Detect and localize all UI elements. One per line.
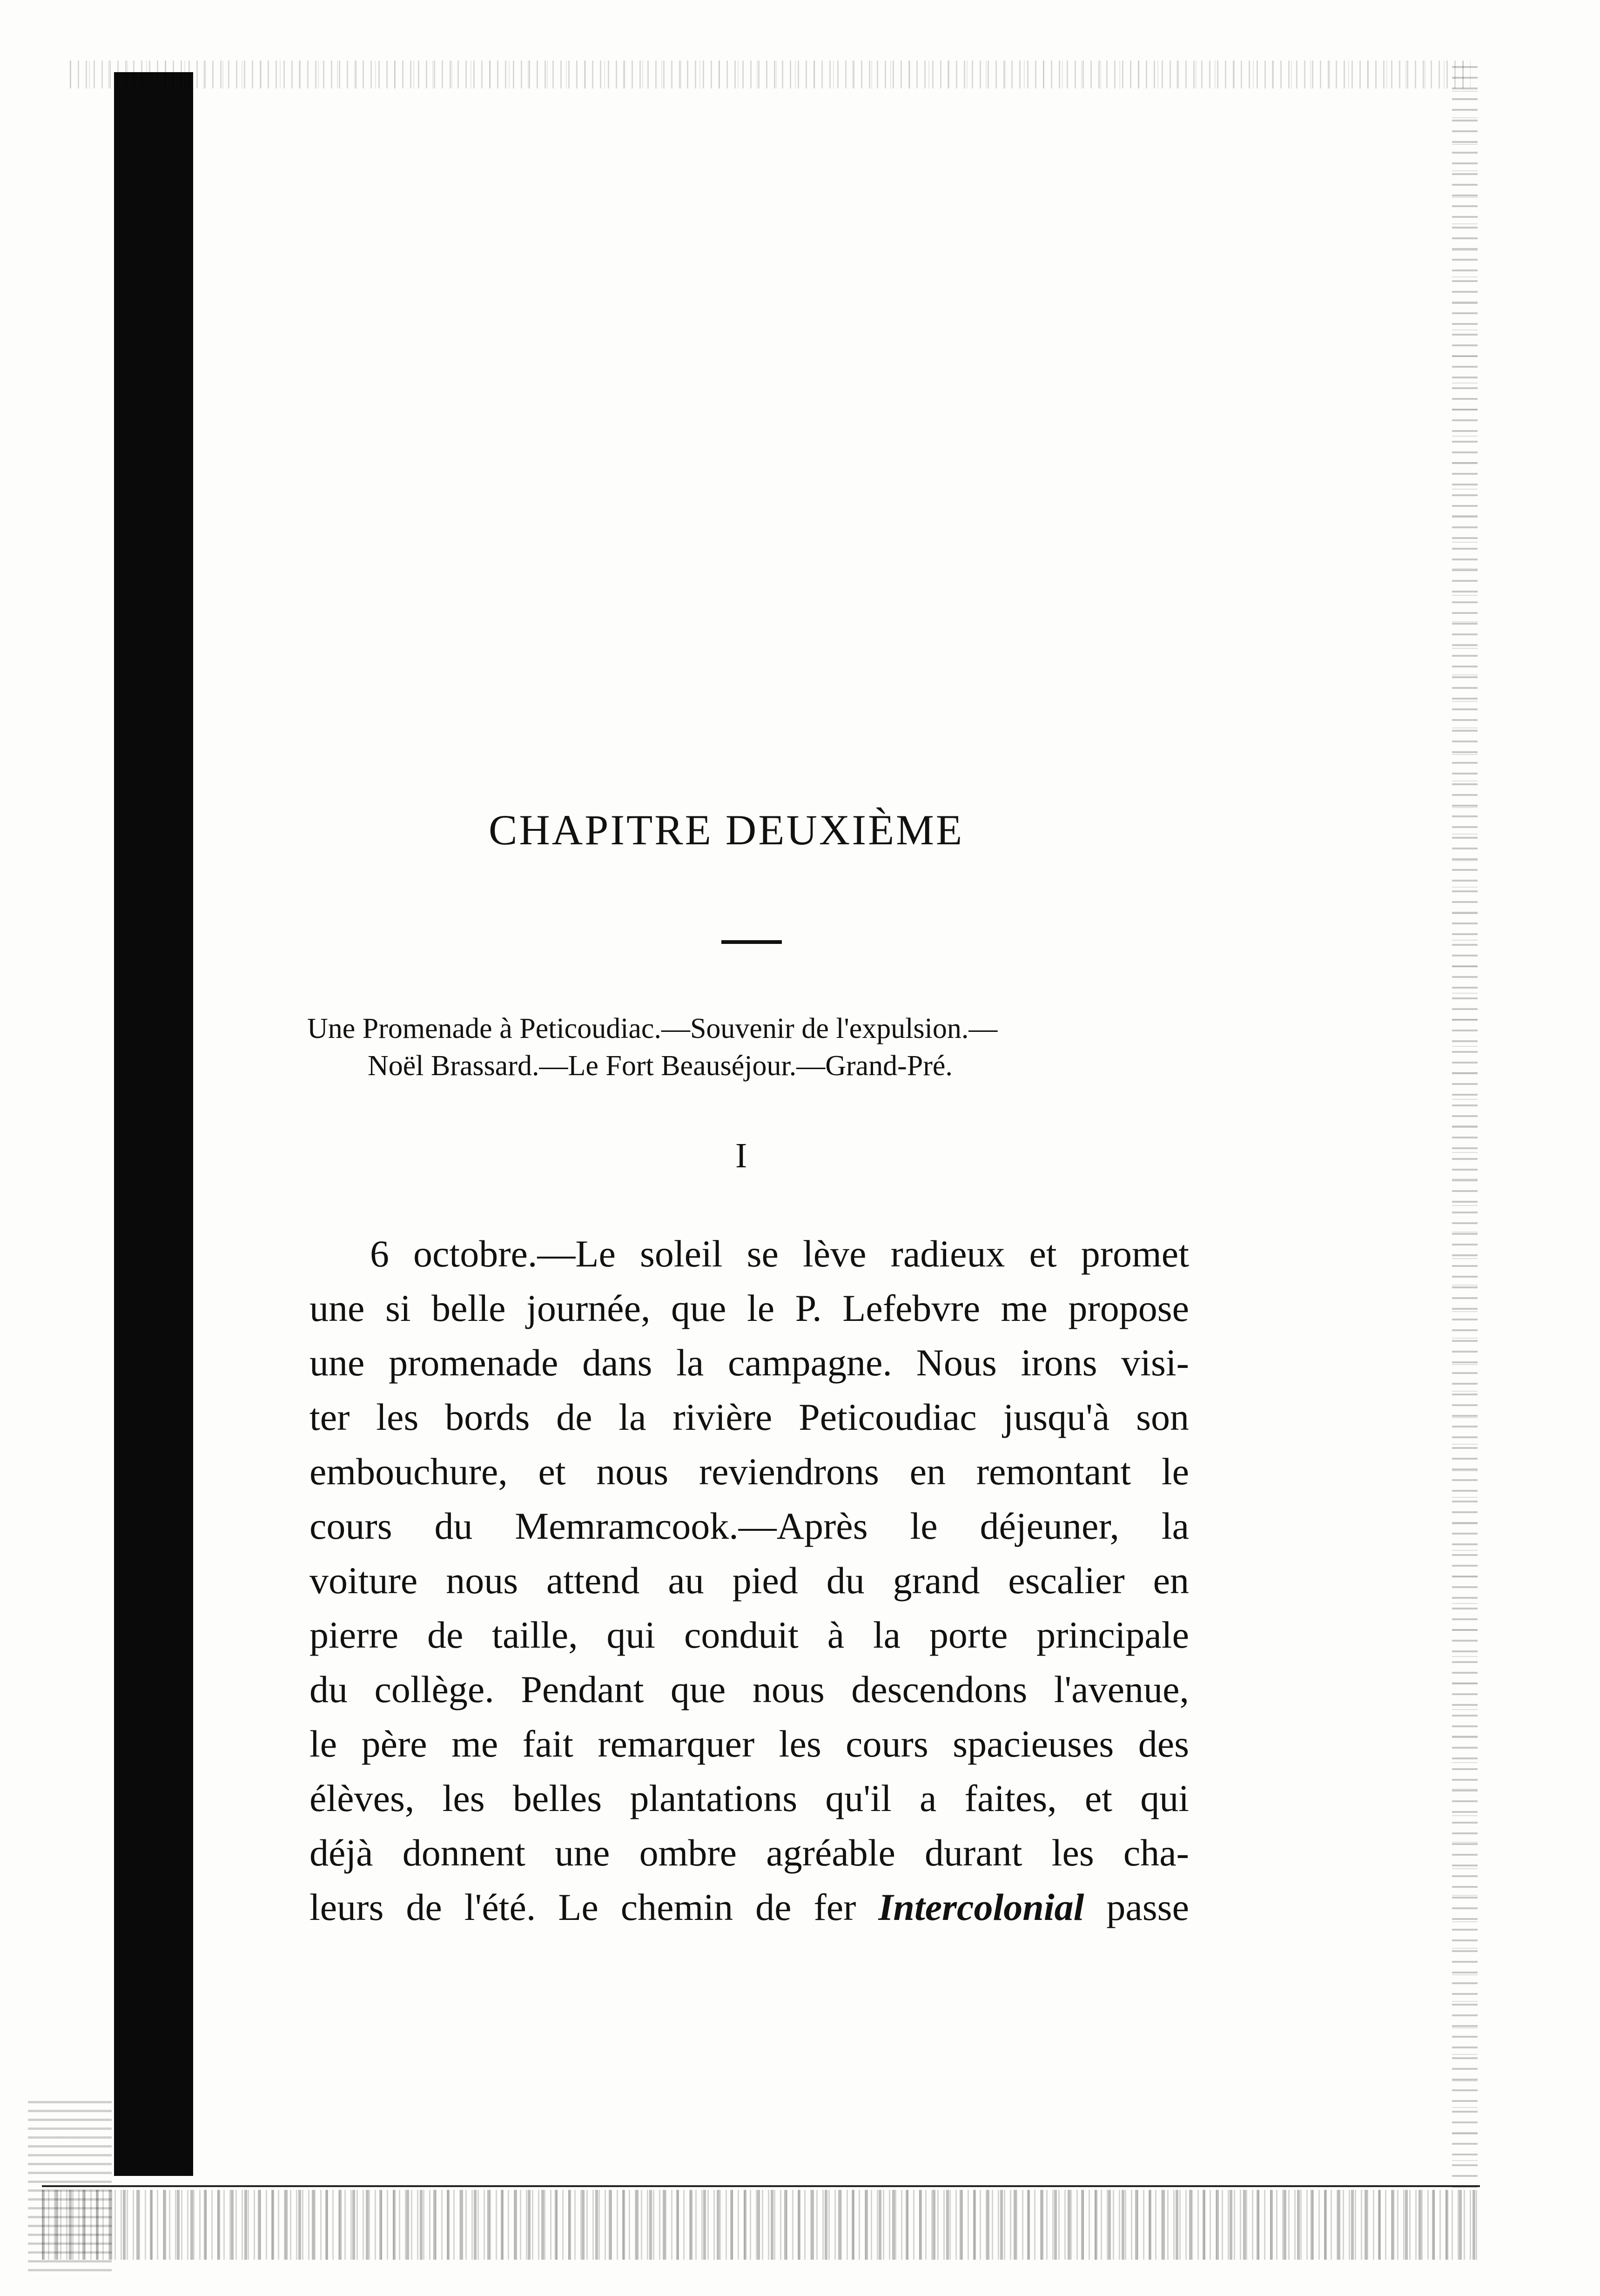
italic-term: Intercolonial (878, 1886, 1084, 1928)
text-line: embouchure, et nous reviendrons en remontant le (309, 1450, 1189, 1493)
text-line: du collège. Pendant que nous descendons l'avenue, (309, 1668, 1189, 1710)
text-line: pierre de taille, qui conduit à la porte principale (309, 1614, 1189, 1656)
section-number: I (735, 1136, 747, 1175)
text-line: ter les bords de la rivière Peticoudiac jusqu'à son (309, 1396, 1189, 1438)
scan-noise-top (70, 61, 1471, 88)
text-line-start: leurs de l'été. Le chemin de fer (309, 1886, 856, 1928)
summary-line: Une Promenade à Peticoudiac.—Souvenir de l'expulsion.— (307, 1013, 998, 1044)
chapter-summary (307, 1010, 1191, 1084)
page-bottom-edge (42, 2185, 1480, 2187)
text-line: élèves, les belles plantations qu'il a faites, et qui (309, 1777, 1189, 1819)
text-line: une promenade dans la campagne. Nous irons visi- (309, 1341, 1189, 1384)
body-paragraph (309, 1226, 1189, 1934)
binding-shadow (114, 72, 193, 2176)
summary-line: Noël Brassard.—Le Fort Beauséjour.—Grand-Pré. (368, 1050, 953, 1082)
text-line: déjà donnent une ombre agréable durant les cha- (309, 1831, 1189, 1874)
text-line-last (309, 1880, 1189, 1934)
scan-noise-right-edge (1452, 65, 1478, 2188)
text-line: 6 octobre.—Le soleil se lève radieux et promet (370, 1232, 1189, 1275)
text-line-end: passe (1106, 1886, 1189, 1928)
text-line: une si belle journée, que le P. Lefebvre me propose (309, 1287, 1189, 1329)
text-line: voiture nous attend au pied du grand escalier en (309, 1559, 1189, 1602)
scan-noise-bottom (42, 2190, 1480, 2260)
chapter-title: CHAPITRE DEUXIÈME (489, 806, 964, 854)
title-divider (721, 940, 782, 944)
text-line: le père me fait remarquer les cours spacieuses des (309, 1723, 1189, 1765)
text-line: cours du Memramcook.—Après le déjeuner, la (309, 1505, 1189, 1547)
